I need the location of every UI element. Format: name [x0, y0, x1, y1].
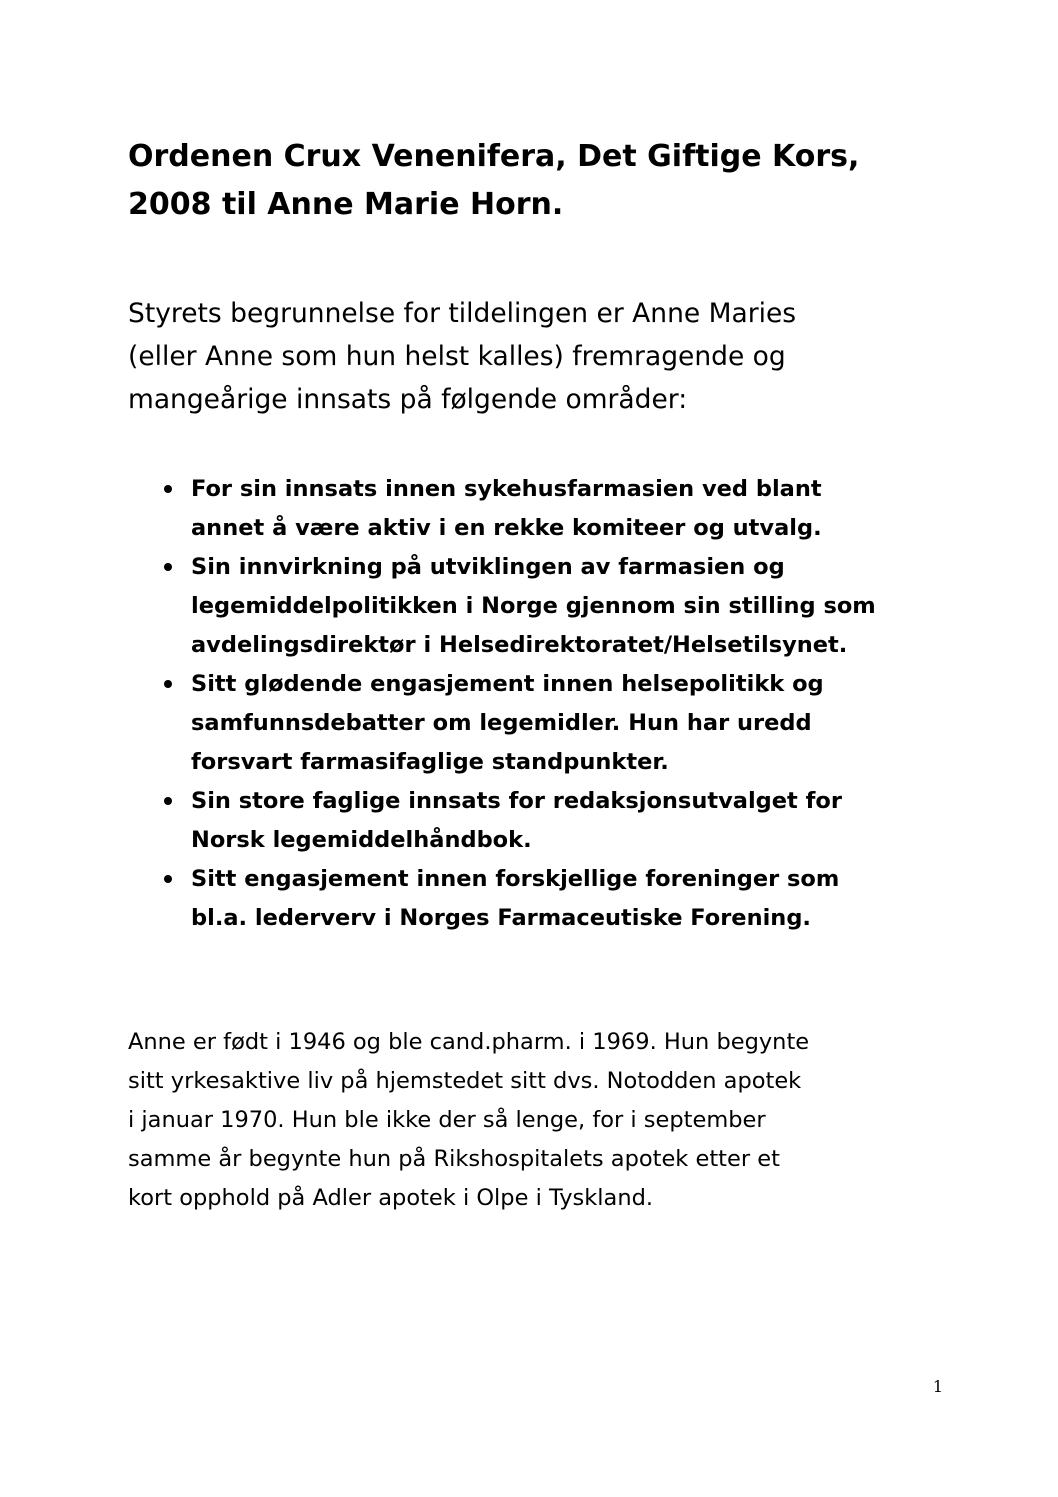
page-number: 1	[932, 1377, 944, 1396]
bullet-icon	[164, 680, 172, 688]
list-item-line: Norsk legemiddelhåndbok.	[191, 827, 532, 853]
bio-line: Anne er født i 1946 og ble cand.pharm. i 1969. Hun begynte	[128, 1029, 810, 1055]
list-item-line: forsvart farmasifaglige standpunkter.	[191, 749, 669, 775]
bullet-icon	[164, 875, 172, 883]
intro-line: (eller Anne som hun helst kalles) fremragende og	[128, 341, 786, 372]
list-item-line: avdelingsdirektør i Helsedirektoratet/Helsetilsynet.	[191, 632, 848, 658]
list-item-text	[191, 860, 980, 938]
intro-line: Styrets begrunnelse for tildelingen er Anne Maries	[128, 298, 797, 329]
bio-line: samme år begynte hun på Rikshospitalets apotek etter et	[128, 1146, 780, 1172]
list-item-line: Sin store faglige innsats for redaksjonsutvalget for	[191, 788, 842, 814]
list-item-line: Sitt engasjement innen forskjellige foreninger som	[191, 866, 840, 892]
list-item-line: legemiddelpolitikken i Norge gjennom sin stilling som	[191, 593, 876, 619]
list-item-line: Sin innvirkning på utviklingen av farmasien og	[191, 554, 785, 580]
list-item-line: Sitt glødende engasjement innen helsepolitikk og	[191, 671, 824, 697]
bio-line: sitt yrkesaktive liv på hjemstedet sitt dvs. Notodden apotek	[128, 1068, 802, 1094]
list-item-text	[191, 548, 980, 665]
document-title	[128, 133, 988, 229]
intro-line: mangeårige innsats på følgende områder:	[128, 384, 688, 415]
list-item-text	[191, 782, 980, 860]
bullet-icon	[164, 797, 172, 805]
bio-line: kort opphold på Adler apotek i Olpe i Tyskland.	[128, 1185, 654, 1211]
biography-paragraph	[128, 1023, 998, 1218]
merit-list	[160, 470, 980, 938]
list-item-text	[191, 665, 980, 782]
list-item	[160, 470, 980, 548]
list-item-line: samfunnsdebatter om legemidler. Hun har uredd	[191, 710, 812, 736]
list-item	[160, 782, 980, 860]
bullet-icon	[164, 563, 172, 571]
list-item	[160, 548, 980, 665]
title-line: 2008 til Anne Marie Horn.	[128, 187, 564, 222]
list-item-line: annet å være aktiv i en rekke komiteer og utvalg.	[191, 515, 822, 541]
intro-paragraph	[128, 292, 988, 421]
title-line: Ordenen Crux Venenifera, Det Giftige Kors,	[128, 139, 860, 174]
list-item-line: For sin innsats innen sykehusfarmasien ved blant	[191, 476, 822, 502]
bullet-icon	[164, 485, 172, 493]
list-item-line: bl.a. lederverv i Norges Farmaceutiske Forening.	[191, 905, 811, 931]
list-item	[160, 665, 980, 782]
list-item	[160, 860, 980, 938]
list-item-text	[191, 470, 980, 548]
bio-line: i januar 1970. Hun ble ikke der så lenge, for i september	[128, 1107, 766, 1133]
